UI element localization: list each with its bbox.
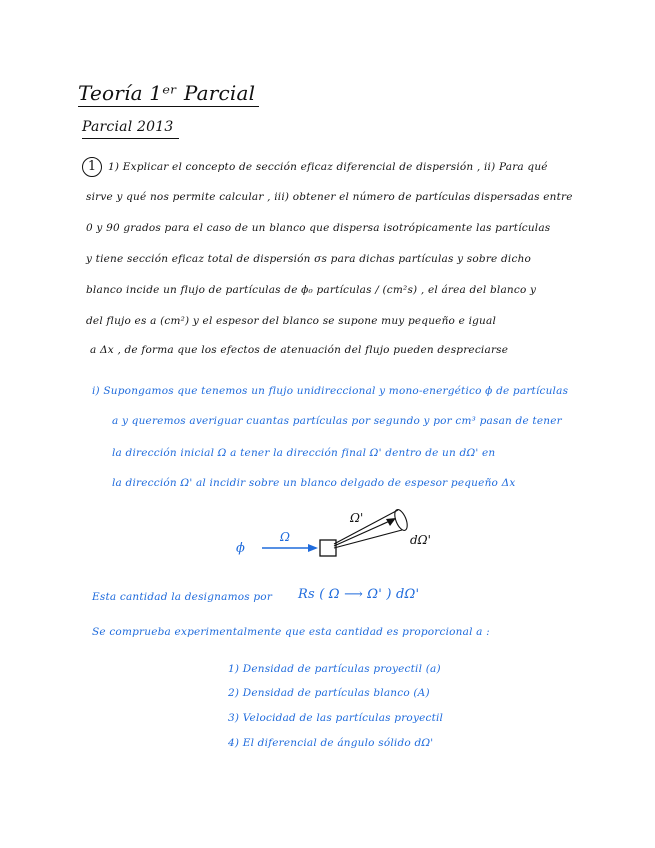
proportional-item-1: 1) Densidad de partículas proyectil (a) bbox=[228, 663, 441, 675]
answer-line-4: la dirección Ω' al incidir sobre un blanco delgado de espesor pequeño Δx bbox=[112, 477, 516, 489]
solid-angle-label: dΩ' bbox=[410, 533, 431, 547]
question-number-badge: 1 bbox=[82, 157, 102, 177]
question-line-7: a Δx , de forma que los efectos de atenuación del flujo pueden despreciarse bbox=[90, 344, 509, 356]
page-title: Teoría 1ᵉʳ Parcial bbox=[78, 82, 259, 107]
flux-label: ϕ bbox=[236, 541, 245, 556]
question-line-3: 0 y 90 grados para el caso de un blanco que dispersa isotrópicamente las partículas bbox=[86, 222, 551, 234]
question-line-4: y tiene sección eficaz total de dispersión σs para dichas partículas y sobre dicho bbox=[86, 253, 532, 265]
proportional-item-4: 4) El diferencial de ángulo sólido dΩ' bbox=[228, 737, 434, 749]
answer-line-2: a y queremos averiguar cuantas partículas por segundo y por cm³ pasan de tener bbox=[112, 415, 562, 427]
exam-subtitle: Parcial 2013 bbox=[82, 118, 179, 139]
question-line-6: del flujo es a (cm²) y el espesor del blanco se supone muy pequeño e igual bbox=[86, 315, 497, 327]
target-block bbox=[320, 540, 336, 556]
question-line-2: sirve y qué nos permite calcular , iii) obtener el número de partículas dispersadas entre bbox=[86, 191, 573, 203]
proportional-text: Se comprueba experimentalmente que esta cantidad es proporcional a : bbox=[92, 626, 490, 638]
quantity-formula: Rs ( Ω ⟶ Ω' ) dΩ' bbox=[298, 587, 420, 602]
incident-arrowhead bbox=[308, 544, 318, 552]
answer-line-1: i) Supongamos que tenemos un flujo unidireccional y mono-energético ϕ de partículas bbox=[92, 385, 569, 397]
scattered-direction-label: Ω' bbox=[350, 511, 364, 525]
question-line-1: 1) Explicar el concepto de sección eficaz diferencial de dispersión , ii) Para qué bbox=[108, 161, 548, 173]
proportional-item-2: 2) Densidad de partículas blanco (A) bbox=[228, 687, 430, 699]
solid-angle-cap bbox=[392, 508, 410, 532]
question-line-5: blanco incide un flujo de partículas de ϕ₀ partículas / (cm²s) , el área del blanco y bbox=[86, 284, 537, 296]
quantity-text: Esta cantidad la designamos por bbox=[92, 591, 273, 603]
proportional-item-3: 3) Velocidad de las partículas proyectil bbox=[228, 712, 444, 724]
incident-direction-label: Ω bbox=[280, 530, 290, 544]
cone-upper-edge bbox=[334, 510, 398, 544]
answer-line-3: la dirección inicial Ω a tener la dirección final Ω' dentro de un dΩ' en bbox=[112, 447, 496, 459]
